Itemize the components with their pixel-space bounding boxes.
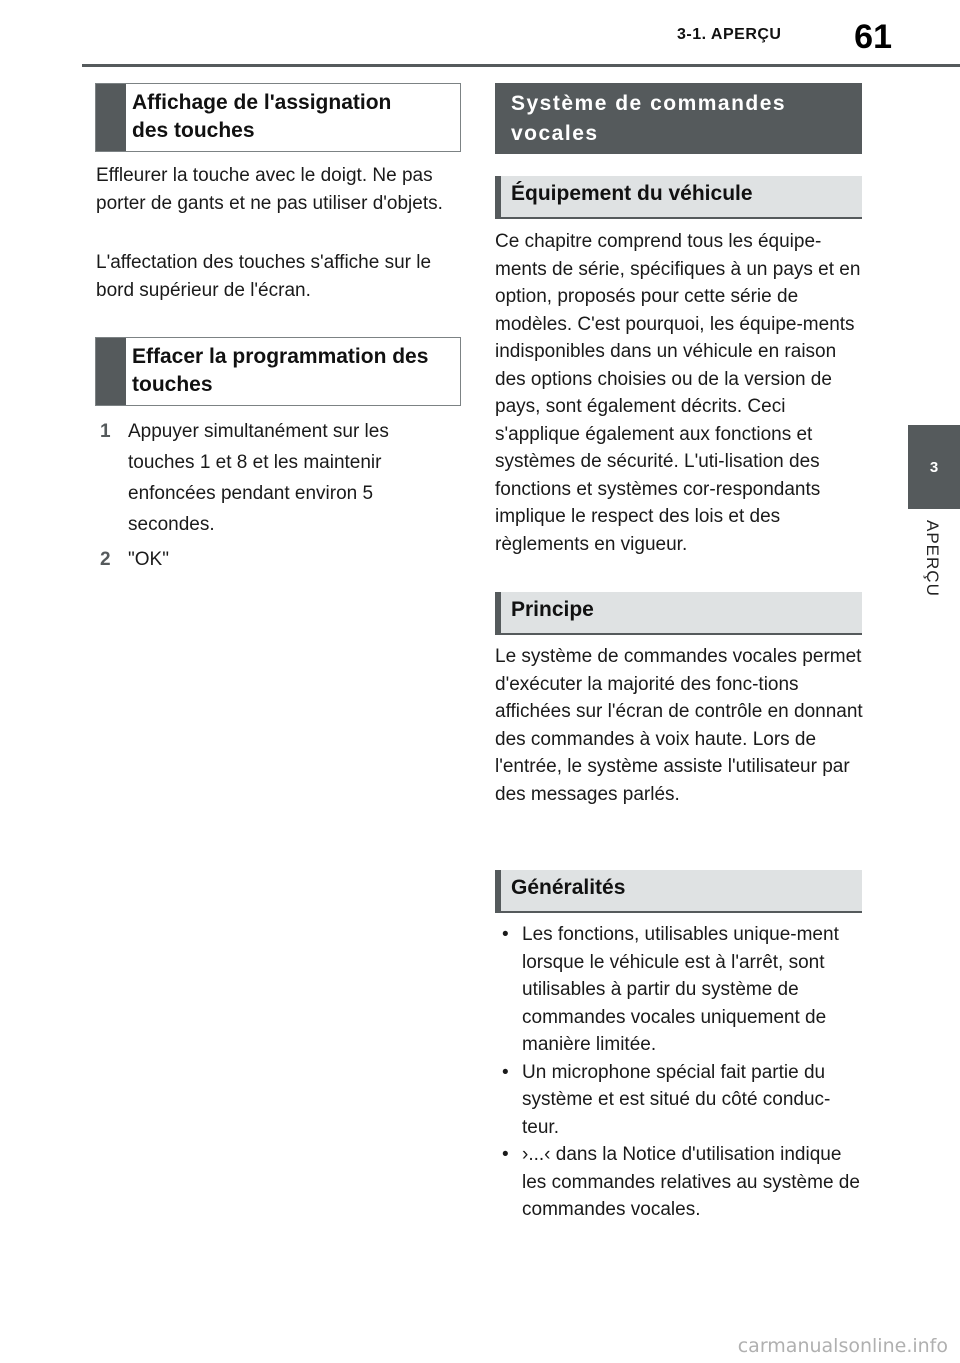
bullet-item: • Les fonctions, utilisables unique-ment lorsque le véhicule est à l'arrêt, sont utilisables à partir du système de commandes vocales uniquement de manière limitée.: [497, 921, 867, 1059]
header-rule: [82, 64, 960, 67]
subheading-text: Principe: [511, 598, 594, 621]
heading-bar: [96, 338, 126, 405]
step-text: Appuyer simultanément sur les touches 1 et 8 et les maintenir enfoncées pendant environ 5 secondes.: [128, 421, 389, 535]
step-number: 1: [100, 421, 111, 442]
paragraph: Ce chapitre comprend tous les équipe-ments de série, spécifiques à un pays et en option, proposés pour cette série de modèles. C'est pourquoi, les équipe-ments indisponibles dans un véhicule en raison des options choisies ou de la version de pays, sont également décrits. Ceci s'applique également aux fonctions et systèmes de sécurité. L'uti-lisation des fonctions et systèmes cor-respondants implique le respect des lois et des règlements en vigueur.: [495, 231, 861, 555]
subheading-text: Généralités: [511, 876, 626, 899]
chapter-label: APERÇU: [923, 520, 942, 597]
heading-key-assignment: [95, 83, 461, 152]
subheading-general: [495, 870, 862, 913]
watermark: carmanualsonline.info: [737, 1335, 948, 1357]
step-list: [100, 416, 440, 579]
paragraph: Effleurer la touche avec le doigt. Ne pas porter de gants et ne pas utiliser d'objets.: [96, 165, 443, 214]
bullet-item: • Un microphone spécial fait partie du système et est situé du côté conduc-teur.: [497, 1059, 867, 1142]
step-number: 2: [100, 549, 111, 570]
step-item: [100, 416, 440, 540]
step-item: [100, 544, 440, 575]
page-number: 61: [854, 18, 892, 56]
heading-bar: [96, 84, 126, 151]
chapter-tab: 3: [908, 425, 960, 509]
section-title: 3-1. APERÇU: [677, 26, 782, 43]
paragraph: Le système de commandes vocales permet d'exécuter la majorité des fonc-tions affichées sur l'écran de contrôle en donnant des commandes à voix haute. Lors de l'entrée, le système assiste l'utilisateur par des messages parlés.: [495, 646, 863, 805]
paragraph: L'affectation des touches s'affiche sur le bord supérieur de l'écran.: [96, 252, 432, 301]
chapter-heading: Système de commandes vocales: [495, 83, 862, 154]
heading-text: Affichage de l'assignation des touches: [132, 91, 392, 142]
subheading-vehicle-equipment: [495, 176, 862, 219]
heading-clear-programming: [95, 337, 461, 406]
subheading-text: Équipement du véhicule: [511, 182, 753, 205]
subheading-principle: [495, 592, 862, 635]
bullet-item: • ›...‹ dans la Notice d'utilisation indique les commandes relatives au système de commandes vocales.: [497, 1141, 867, 1224]
heading-text: Effacer la programmation des touches: [132, 345, 429, 396]
step-text: "OK": [128, 549, 169, 570]
bullet-list: [497, 921, 867, 1224]
